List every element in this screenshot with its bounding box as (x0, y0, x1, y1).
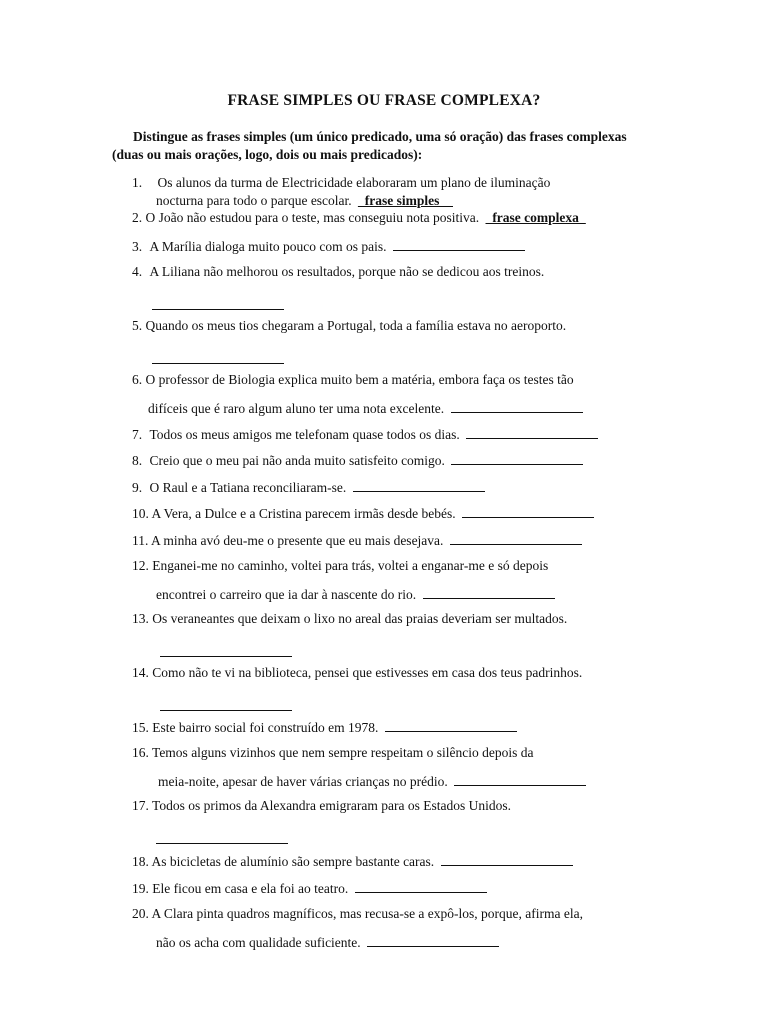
answer-blank[interactable] (454, 771, 586, 786)
answer-blank[interactable] (385, 717, 517, 732)
exercise-item-13 (132, 610, 567, 657)
answer-blank[interactable] (160, 640, 292, 657)
answer-field[interactable]: _frase complexa_ (485, 210, 586, 225)
exercise-item-10 (132, 503, 594, 523)
page-title: FRASE SIMPLES OU FRASE COMPLEXA? (227, 92, 541, 109)
item-text-continued: nocturna para todo o parque escolar. (156, 193, 352, 208)
item-text: Quando os meus tios chegaram a Portugal, toda a família estava no aeroporto. (145, 318, 567, 333)
answer-blank[interactable] (462, 503, 594, 518)
item-text: A minha avó deu-me o presente que eu mais desejava. (151, 533, 444, 548)
item-number: 14. (132, 665, 149, 680)
item-text: O Raul e a Tatiana reconciliaram-se. (149, 480, 347, 495)
answer-blank[interactable] (393, 236, 525, 251)
answer-blank[interactable] (450, 530, 582, 545)
item-text: Enganei-me no caminho, voltei para trás, voltei a enganar-me e só depois (152, 558, 549, 573)
item-number: 2. (132, 210, 143, 225)
answer-blank[interactable] (451, 450, 583, 465)
item-text: O João não estudou para o teste, mas conseguiu nota positiva. (145, 210, 480, 225)
item-text: Ele ficou em casa e ela foi ao teatro. (152, 881, 349, 896)
answer-field[interactable]: _frase simples__ (358, 193, 453, 208)
answer-blank[interactable] (466, 424, 598, 439)
item-text-continued: difíceis que é raro algum aluno ter uma nota excelente. (148, 401, 445, 416)
exercise-item-11 (132, 530, 582, 550)
item-text-continued: meia-noite, apesar de haver várias crianças no prédio. (158, 774, 448, 789)
item-text: Creio que o meu pai não anda muito satisfeito comigo. (149, 453, 445, 468)
item-number: 3. (132, 239, 143, 254)
answer-blank[interactable] (451, 398, 583, 413)
item-number: 4. (132, 264, 143, 279)
exercise-item-6 (132, 371, 583, 418)
answer-blank[interactable] (160, 694, 292, 711)
item-number: 20. (132, 906, 149, 921)
item-number: 15. (132, 720, 149, 735)
item-text-continued: não os acha com qualidade suficiente. (156, 935, 361, 950)
exercise-item-12 (132, 557, 555, 604)
instructions-line-2: (duas ou mais orações, logo, dois ou mais predicados): (112, 147, 423, 162)
item-number: 13. (132, 611, 149, 626)
item-text: Temos alguns vizinhos que nem sempre respeitam o silêncio depois da (152, 745, 534, 760)
exercise-item-7 (132, 424, 598, 444)
answer-blank[interactable] (353, 477, 485, 492)
instructions-line-1: Distingue as frases simples (um único predicado, uma só oração) das frases complexas (133, 129, 627, 144)
exercise-item-2 (132, 209, 586, 227)
exercise-item-1 (132, 174, 550, 210)
item-number: 17. (132, 798, 149, 813)
item-text: A Clara pinta quadros magníficos, mas recusa-se a expô-los, porque, afirma ela, (151, 906, 583, 921)
item-text: Os veraneantes que deixam o lixo no areal das praias deveriam ser multados. (152, 611, 568, 626)
exercise-item-20 (132, 905, 583, 952)
item-number: 5. (132, 318, 143, 333)
item-number: 9. (132, 480, 143, 495)
exercise-item-9 (132, 477, 485, 497)
instructions (112, 128, 672, 164)
item-number: 11. (132, 533, 149, 548)
answer-blank[interactable] (355, 878, 487, 893)
item-text: Todos os primos da Alexandra emigraram para os Estados Unidos. (152, 798, 511, 813)
answer-blank[interactable] (152, 293, 284, 310)
exercise-item-3 (132, 236, 525, 256)
item-text: A Liliana não melhorou os resultados, porque não se dedicou aos treinos. (149, 264, 545, 279)
answer-blank[interactable] (156, 827, 288, 844)
item-number: 18. (132, 854, 149, 869)
exercise-item-5 (132, 317, 566, 364)
answer-blank[interactable] (423, 584, 555, 599)
item-number: 7. (132, 427, 143, 442)
answer-blank[interactable] (367, 932, 499, 947)
exercise-item-17 (132, 797, 511, 844)
item-text-continued: encontrei o carreiro que ia dar à nascente do rio. (156, 587, 417, 602)
item-text: Os alunos da turma de Electricidade elaboraram um plano de iluminação (157, 175, 551, 190)
item-number: 19. (132, 881, 149, 896)
item-text: Este bairro social foi construído em 1978. (152, 720, 379, 735)
exercise-item-15 (132, 717, 517, 737)
item-number: 6. (132, 372, 143, 387)
item-number: 8. (132, 453, 143, 468)
item-number: 1. (132, 175, 143, 190)
item-text: A Vera, a Dulce e a Cristina parecem irmãs desde bebés. (151, 506, 456, 521)
item-text: Como não te vi na biblioteca, pensei que estivesses em casa dos teus padrinhos. (152, 665, 583, 680)
exercise-item-4 (132, 263, 544, 310)
exercise-item-14 (132, 664, 582, 711)
answer-blank[interactable] (152, 347, 284, 364)
item-number: 12. (132, 558, 149, 573)
item-number: 10. (132, 506, 149, 521)
item-text: Todos os meus amigos me telefonam quase todos os dias. (149, 427, 460, 442)
item-number: 16. (132, 745, 149, 760)
item-text: O professor de Biologia explica muito bem a matéria, embora faça os testes tão (145, 372, 574, 387)
item-text: As bicicletas de alumínio são sempre bastante caras. (151, 854, 435, 869)
answer-blank[interactable] (441, 851, 573, 866)
exercise-item-8 (132, 450, 583, 470)
item-text: A Marília dialoga muito pouco com os pais. (149, 239, 387, 254)
exercise-item-16 (132, 744, 586, 791)
exercise-item-19 (132, 878, 487, 898)
exercise-item-18 (132, 851, 573, 871)
